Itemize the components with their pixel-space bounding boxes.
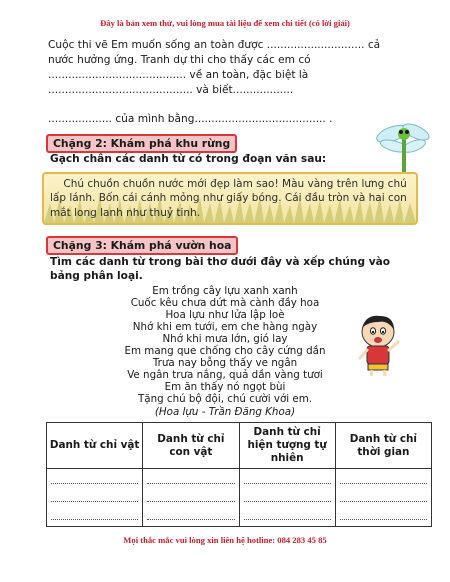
hotline-notice: Mọi thắc mắc vui lòng xin liên hệ hotline: 084 283 45 85 xyxy=(123,535,327,545)
poem-line: Em ăn thấy nó ngọt bùi xyxy=(164,381,286,393)
cartoon-boy-illustration xyxy=(356,312,402,378)
section-3-title: Chặng 3: Khám phá vườn hoa xyxy=(46,236,238,255)
intro-paragraph xyxy=(48,38,380,127)
poem-line: Em trồng cây lựu xanh xanh xyxy=(152,285,298,297)
poem-line: Trưa nay bỗng thấy ve ngân xyxy=(152,357,298,369)
header-cell-time: Danh từ chỉ thời gian xyxy=(335,423,431,469)
intro-line: Cuộc thi vẽ Em muốn sống an toàn được ............................. cả xyxy=(48,39,381,51)
header-cell-natural-phenomena: Danh từ chỉ hiện tượng tự nhiên xyxy=(239,423,335,469)
poem-line: Nhớ khi em tưới, em che hàng ngày xyxy=(132,321,318,333)
intro-line: ......................................... về an toàn, đặc biệt là xyxy=(48,69,309,81)
section-2-title: Chặng 2: Khám phá khu rừng xyxy=(46,134,237,153)
preview-notice: Đây là bản xem thử, vui lòng mua tài liệu để xem chi tiết (có lời giải) xyxy=(100,18,350,28)
poem-line: Tặng chú bộ đội, chú cười với em. xyxy=(137,393,313,405)
poem xyxy=(90,285,360,405)
passage-text xyxy=(50,177,410,220)
poem-line: Ve ngân trưa nắng, quả dần vàng tươi xyxy=(127,369,323,381)
header-cell-objects: Danh từ chỉ vật xyxy=(47,423,143,469)
passage-box xyxy=(42,172,418,225)
section-2-instruction: Gạch chân các danh từ có trong đoạn văn sau: xyxy=(50,153,327,165)
poem-line: Cuốc kêu chưa dứt mà cành đầy hoa xyxy=(130,297,320,309)
poem-line: Hoa lựu như lửa lập loè xyxy=(165,309,285,321)
passage-content: Chú chuồn chuồn nước mới đẹp làm sao! Màu vàng trên lưng chú lấp lánh. Bốn cái cánh mỏng như giấy bóng. Cái đầu tròn và hai con mắt long lanh như thuỷ tinh. xyxy=(50,178,407,219)
intro-line: nước hưởng ứng. Tranh dự thi cho thấy các em có xyxy=(48,54,311,66)
poem-author: (Hoa lựu - Trần Đăng Khoa) xyxy=(154,406,296,418)
answer-cell-animals xyxy=(143,469,239,527)
answer-cell-natural-phenomena xyxy=(239,469,335,527)
table-answer-row xyxy=(47,469,432,527)
table-header-row xyxy=(47,423,432,469)
header-cell-animals: Danh từ chỉ con vật xyxy=(143,423,239,469)
intro-line: ........................................... và biết.................. xyxy=(48,84,294,96)
answer-cell-objects xyxy=(47,469,143,527)
classification-table xyxy=(46,422,432,527)
answer-cell-time xyxy=(335,469,431,527)
poem-line: Nhớ khi mưa lớn, gió lay xyxy=(162,333,288,345)
intro-line: ................... của mình bằng....................................... . xyxy=(48,113,333,125)
dragonfly-icon xyxy=(372,120,432,175)
poem-line: Em mang que chống cho cây cứng dần xyxy=(124,345,326,357)
section-3-instruction: Tìm các danh từ trong bài thơ dưới đây và xếp chúng vào bảng phân loại. xyxy=(50,256,391,282)
